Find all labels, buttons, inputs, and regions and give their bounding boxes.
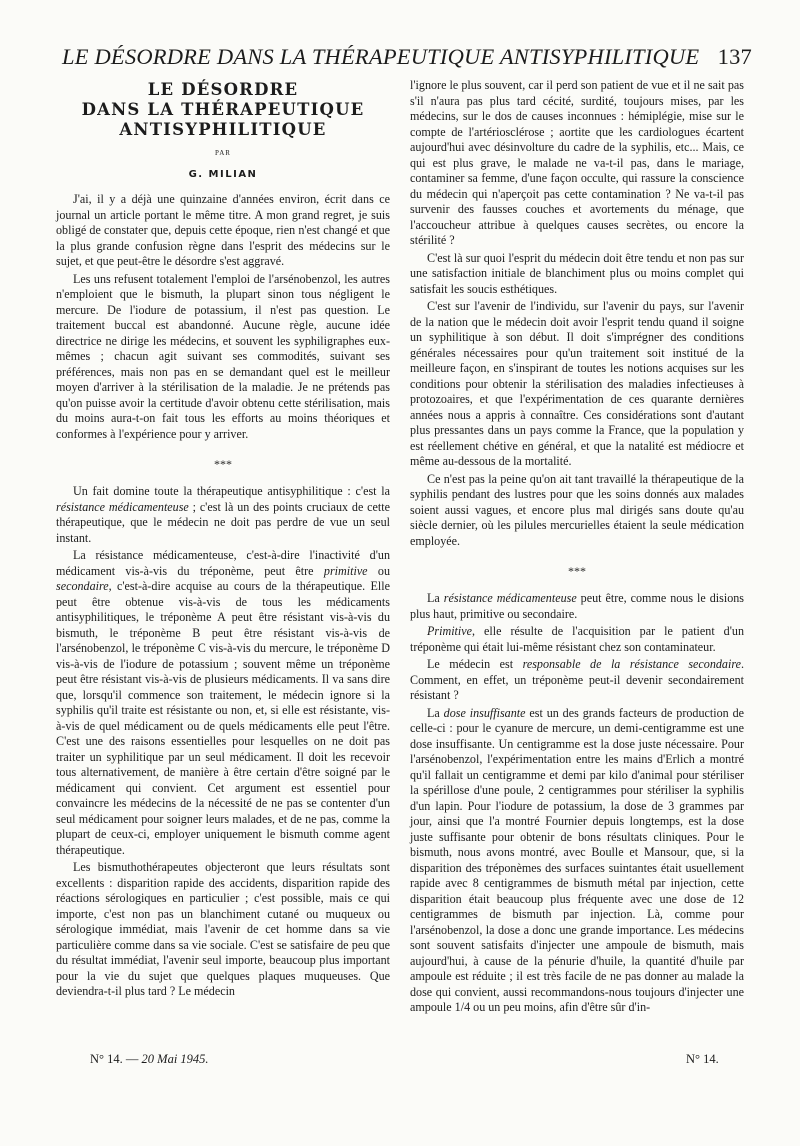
paragraph: La résistance médicamenteuse peut être, comme nous le disions plus haut, primitive ou secondaire. bbox=[410, 591, 745, 621]
running-title: LE DÉSORDRE DANS LA THÉRAPEUTIQUE ANTISYPHILITIQUE bbox=[62, 44, 700, 69]
left-column bbox=[56, 78, 390, 1002]
article-title-line: LE DÉSORDRE bbox=[147, 80, 299, 99]
footer-issue-date: N° 14. — 20 Mai 1945. bbox=[90, 1052, 209, 1066]
author-name: G. MILIAN bbox=[188, 168, 258, 180]
paragraph: J'ai, il y a déjà une quinzaine d'années environ, écrit dans ce journal un article portant le même titre. A mon grand regret, je suis obligé de constater que, depuis cette époque, rien n'est changé et que la plus grande confusion règne dans l'esprit des médecins sur le sujet, et que peut-être le désordre s'est aggravé. bbox=[56, 192, 390, 268]
issue-number: N° 14. bbox=[90, 1052, 123, 1066]
footer-issue-number: N° 14. bbox=[686, 1052, 719, 1066]
right-column bbox=[410, 78, 744, 1018]
article-title-line: ANTISYPHILITIQUE bbox=[119, 120, 327, 139]
paragraph: La résistance médicamenteuse, c'est-à-dire l'inactivité d'un médicament vis-à-vis du tréponème, peut être primitive ou secondaire, c'est-à-dire acquise au cours de la thérapeutique. Elle peut être obtenue vis-à-vis de tous les médicaments antisyphilitiques, le tréponème A peut être résistant vis-à-vis du bismuth, le tréponème B peut être résistant vis-à-vis de l'arsénobenzol, le tréponème C vis-à-vis du mercure, le tréponème D vis-à-vis de l'iodure de potassium ; souvent même un tréponème peut être résistant vis-à-vis de plusieurs médicaments. Il va sans dire que, lorsqu'il commence son traitement, le médecin ignore si la syphilis qu'il traite est résistante ou non, et, si elle est résistante, vis-à-vis de quel médicament ou de quels médicaments elle peut l'être. C'est une des raisons essentielles pour lesquelles on ne doit pas traiter un syphilitique par un seul médicament. Il doit les recevoir tous alternativement, de manière à être certain d'être soigné par le médicament qui convient. Cet argument est essentiel pour convaincre les médecins de la nécessité de ne pas se contenter d'un seul médicament pour soigner leurs malades, et de ne pas, comme la plupart de ceux-ci, employer uniquement le bismuth comme agent thérapeutique. bbox=[56, 548, 390, 857]
page-number: 137 bbox=[717, 44, 752, 69]
paragraph: Les bismuthothérapeutes objecteront que leurs résultats sont excellents : disparition rapide des accidents, disparition rapide des réactions sérologiques en particulier ; c'est possible, mais ce qui importe, c'est non pas un blanchiment cutané ou muqueux ou sérologique immédiat, mais l'avenir de cet homme dans sa vie particulière comme dans sa vie sociale. C'est se satisfaire de peu que du résultat immédiat, l'avenir seul importe, beaucoup plus important pour la vie du sujet que quelques plaques muqueuses. Que deviendra-t-il plus tard ? Le médecin bbox=[56, 860, 390, 998]
asterism-glyph: *** bbox=[214, 457, 232, 471]
paragraph-continued: l'ignore le plus souvent, car il perd son patient de vue et il ne sait pas s'il n'aura pas plus tard cécité, surdité, toujours mises, par les médecins, sur le dos de causes inconnues : hémiplégie, mise sur le compte de l'artériosclérose ; aortite que les cardiologues écartent aujourd'hui avec désinvolture du cadre de la syphilis, etc... Mais, ce qui est plus grave, le malade ne va-t-il pas, dans le mariage, contaminer sa femme, d'une façon occulte, qui rassure la conscience du médecin qui n'aperçoit pas cette contamination ? Ne va-t-il pas survenir des fausses couches et avortements du ménage, que l'accoucheur attribue à quelques causes secrètes, ou encore la stérilité ? bbox=[410, 78, 744, 247]
emphasis: Primitive bbox=[427, 624, 473, 638]
paragraph: C'est sur l'avenir de l'individu, sur l'avenir du pays, sur l'avenir de la nation que le médecin doit avoir l'esprit tendu quand il soigne un syphilitique à son début. Il doit s'imprégner des conditions générales nécessaires pour qu'un traitement soit institué de la meilleure façon, en s'inspirant de toutes les notions acquises sur les conditions pour obtenir la stérilisation des maladies infectieuses à protozoaires, et que l'expérimentation de ces quarante dernières années nous a appris à connaître. Ces considérations sont d'autant plus pressantes dans un pays comme la France, que la population y est réellement chétive en général, et que la natalité est médiocre et même au-dessous de la mortalité. bbox=[410, 299, 744, 468]
emphasis: résistance médicamenteuse bbox=[56, 499, 189, 514]
emphasis: dose insuffisante bbox=[443, 705, 526, 720]
asterism-glyph: *** bbox=[568, 564, 586, 578]
emphasis: secondaire bbox=[56, 579, 109, 593]
article-title-line: DANS LA THÉRAPEUTIQUE bbox=[81, 100, 365, 119]
emphasis: primitive bbox=[323, 563, 368, 578]
paragraph: Un fait domine toute la thérapeutique antisyphilitique : c'est la résistance médicamenteuse ; c'est là un des points cruciaux de cette thérapeutique, que le médecin ne doit pas perdre de vue un seul instant. bbox=[56, 484, 390, 545]
emphasis: résistance médicamenteuse bbox=[443, 591, 577, 605]
paragraph: Les uns refusent totalement l'emploi de l'arsénobenzol, les autres n'emploient que le bismuth, la plupart sinon tous négligent le mercure. De l'iodure de potassium, il n'est pas question. Le traitement buccal est abandonné. Aucune règle, aucune idée directrice ne dirige les médecins, et souvent les syphiligraphes eux-mêmes ; chacun agit suivant ses commodités, suivant ses préférences, mais non pas en se demandant quel est le meilleur moyen d'arriver à la stérilisation de la maladie. Je ne prétends pas qu'on puisse avoir la certitude d'avoir obtenu cette stérilisation, mais du moins aura-t-on fait tous les efforts au moins théoriques et conformes à l'expérience pour y arriver. bbox=[56, 271, 390, 441]
section-break-asterism bbox=[56, 444, 390, 484]
byline-par: PAR bbox=[215, 149, 231, 157]
article-title bbox=[56, 80, 390, 140]
issue-date: 20 Mai 1945. bbox=[141, 1052, 209, 1066]
emphasis: responsable de la résistance secondaire bbox=[522, 657, 741, 671]
paragraph: La dose insuffisante est un des grands facteurs de production de celle-ci : pour le cyanure de mercure, un demi-centigramme est une dose insuffisante. Un centigramme est la dose juste nécessaire. Pour l'arsénobenzol, l'expérimentation entre les mains d'Erlich a montré qu'il fallait un centigramme et demi par kilo d'animal pour stériliser la spérillose d'une poule, 2 centigrammes pour stériliser la syphilis d'un lapin. Pour l'iodure de potassium, la dose de 3 grammes par jour, ainsi que l'a montré Fournier depuis longtemps, est la dose juste suffisante pour obtenir de bons résultats cliniques. Pour le bismuth, nous avons montré, avec Boulle et Mansour, que, si la disparition des tréponèmes des surfaces suintantes était usuellement rapide avec 8 centigrammes de bismuth métal par injection, cette disparition était beaucoup plus fréquente avec une dose de 12 centigrammes de bismuth par injection. Là, comme pour l'arsénobenzol, la dose a donc une grande importance. Les médecins sont souvent satisfaits d'injecter une ampoule de bismuth, mais aujourd'hui, à cause de la pénurie d'huile, la quantité d'huile par ampoule est réduite ; il est très facile de ne pas donner au malade la dose qui convient, aussi recommandons-nous toujours d'injecter une ampoule 1/4 ou un peu moins, afin d'être sûr d'in- bbox=[410, 705, 744, 1014]
paragraph: Le médecin est responsable de la résistance secondaire. Comment, en effet, un tréponème peut-il devenir secondairement résistant ? bbox=[410, 657, 744, 702]
paragraph: Primitive, elle résulte de l'acquisition par le patient d'un tréponème qui était lui-même résistant chez son contaminateur. bbox=[410, 624, 744, 654]
paragraph: C'est là sur quoi l'esprit du médecin doit être tendu et non pas sur une satisfaction initiale de blanchiment plus ou moins complet qui satisfait les soucis esthétiques. bbox=[410, 250, 744, 296]
section-break-asterism bbox=[410, 551, 744, 591]
running-header bbox=[62, 44, 752, 70]
paragraph: Ce n'est pas la peine qu'on ait tant travaillé la thérapeutique de la syphilis pendant des lustres pour que les soins donnés aux malades soient aussi vagues, et encore plus mal dirigés sans doute qu'au siècle dernier, où les pilules mercurielles étaient la seule médication employée. bbox=[410, 471, 744, 548]
